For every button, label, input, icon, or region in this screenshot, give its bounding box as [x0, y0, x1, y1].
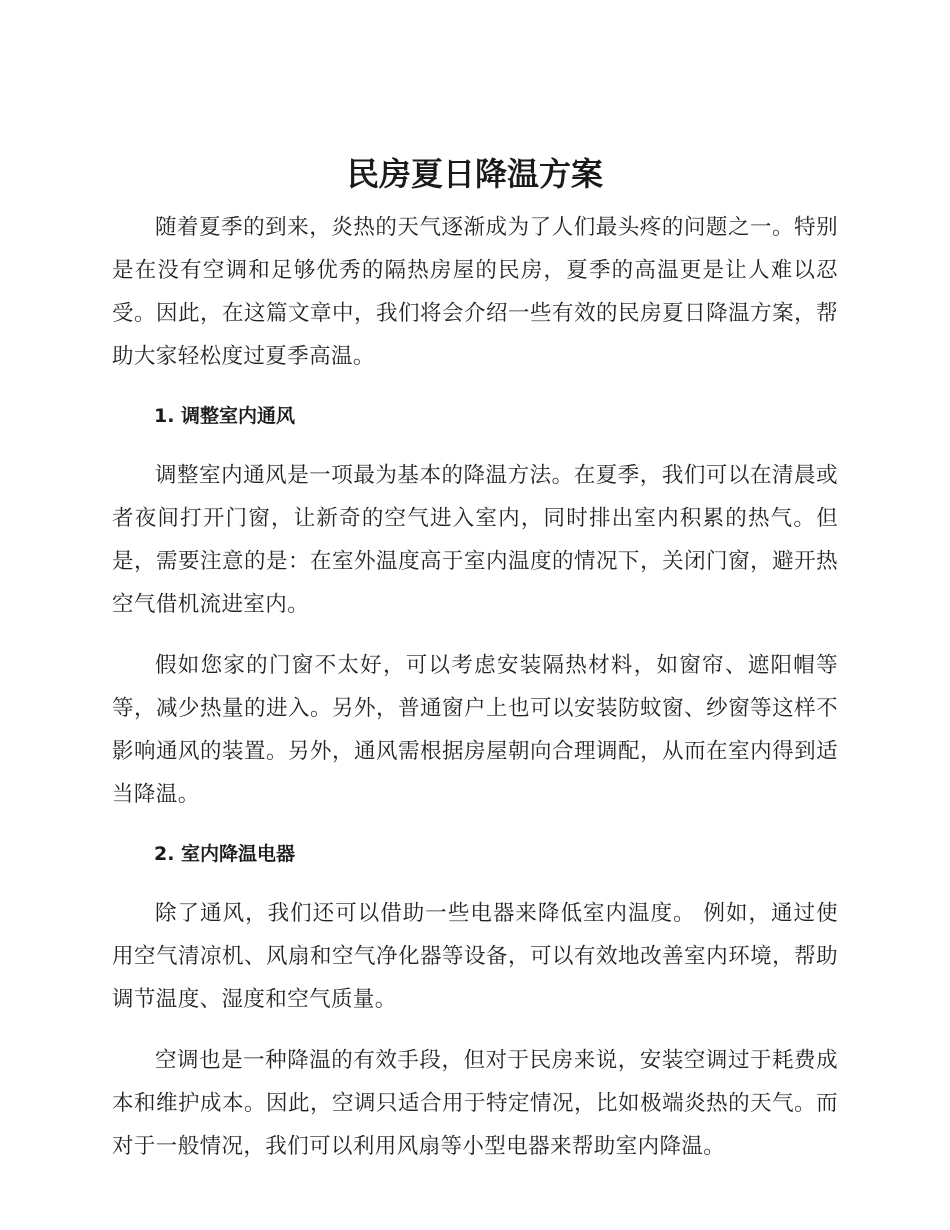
section-heading: 1. 调整室内通风	[154, 405, 296, 427]
section-ventilation	[112, 396, 838, 816]
section-heading: 2. 室内降温电器	[154, 843, 296, 865]
body-paragraph: 空调也是一种降温的有效手段，但对于民房来说，安装空调过于耗费成本和维护成本。因此，空调只适合用于特定情况，比如极端炎热的天气。而对于一般情况，我们可以利用风扇等小型电器来帮助室内降温。	[112, 1048, 838, 1159]
section-cooling-appliances	[112, 834, 838, 1168]
document-page	[112, 150, 838, 1186]
intro-paragraph: 随着夏季的到来，炎热的天气逐渐成为了人们最头疼的问题之一。特别是在没有空调和足够优秀的隔热房屋的民房，夏季的高温更是让人难以忍受。因此，在这篇文章中，我们将会介绍一些有效的民房夏日降温方案，帮助大家轻松度过夏季高温。	[112, 215, 838, 369]
body-paragraph: 调整室内通风是一项最为基本的降温方法。在夏季，我们可以在清晨或者夜间打开门窗，让新奇的空气进入室内，同时排出室内积累的热气。但是，需要注意的是：在室外温度高于室内温度的情况下，关闭门窗，避开热空气借机流进室内。	[112, 463, 838, 617]
document-title: 民房夏日降温方案	[346, 155, 603, 193]
body-paragraph: 除了通风，我们还可以借助一些电器来降低室内温度。 例如，通过使用空气清凉机、风扇和空气净化器等设备，可以有效地改善室内环境，帮助调节温度、湿度和空气质量。	[112, 901, 838, 1012]
body-paragraph: 假如您家的门窗不太好，可以考虑安装隔热材料，如窗帘、遮阳帽等等，减少热量的进入。另外，普通窗户上也可以安装防蚊窗、纱窗等这样不影响通风的装置。另外，通风需根据房屋朝向合理调配，从而在室内得到适当降温。	[112, 653, 838, 807]
